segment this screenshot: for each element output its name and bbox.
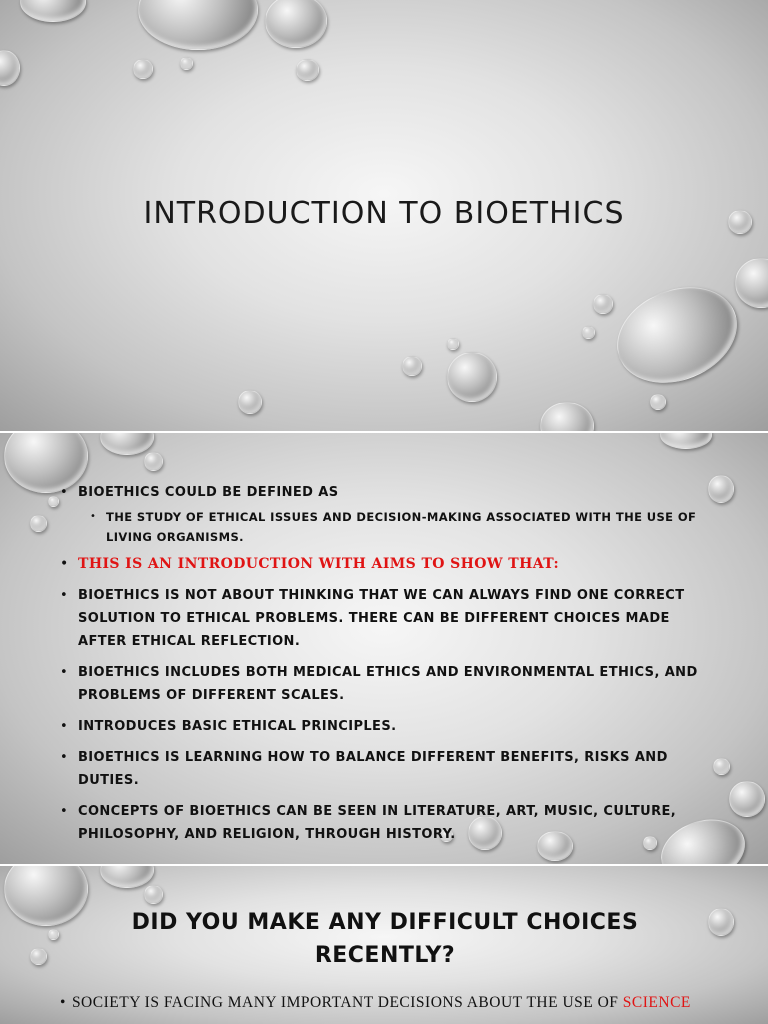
water-drop	[144, 452, 163, 471]
body-text: • SOCIETY IS FACING MANY IMPORTANT DECISIONS ABOUT THE USE OF SCIENCE	[60, 994, 691, 1011]
water-drop	[660, 433, 712, 449]
water-drop	[603, 270, 752, 400]
water-drop	[447, 352, 497, 402]
sub-bullet-item: • THE STUDY OF ETHICAL ISSUES AND DECISION-MAKING ASSOCIATED WITH THE USE OF LIVING ORGANISMS.	[60, 507, 715, 547]
water-drop	[30, 515, 47, 532]
bullet-item: • BIOETHICS INCLUDES BOTH MEDICAL ETHICS AND ENVIRONMENTAL ETHICS, AND PROBLEMS OF DIFFERENT SCALES.	[60, 661, 715, 707]
water-drop	[180, 57, 193, 70]
content-slide	[0, 433, 768, 864]
water-drop	[713, 758, 730, 775]
bullet-item: • BIOETHICS IS NOT ABOUT THINKING THAT WE CAN ALWAYS FIND ONE CORRECT SOLUTION TO ETHICAL PROBLEMS. THERE CAN BE DIFFERENT CHOICES MADE AFTER ETHICAL REFLECTION.	[60, 584, 715, 653]
water-drop	[48, 496, 59, 507]
water-drop	[238, 390, 262, 414]
bullet-item: • BIOETHICS IS LEARNING HOW TO BALANCE DIFFERENT BENEFITS, RISKS AND DUTIES.	[60, 746, 715, 792]
highlight-bullet-item: • THIS IS AN INTRODUCTION WITH AIMS TO SHOW THAT:	[60, 553, 715, 576]
water-drop	[0, 50, 20, 86]
bullet-item: • INTRODUCES BASIC ETHICAL PRINCIPLES.	[60, 715, 715, 738]
water-drop	[48, 929, 59, 940]
water-drop	[735, 258, 768, 308]
water-drop	[100, 866, 154, 888]
water-drop	[30, 948, 47, 965]
water-drop	[296, 59, 319, 81]
bullet-item: • BIOETHICS COULD BE DEFINED AS	[60, 481, 715, 504]
water-drop	[20, 0, 86, 22]
water-drop	[650, 394, 666, 410]
bullet-item: • CONCEPTS OF BIOETHICS CAN BE SEEN IN LITERATURE, ART, MUSIC, CULTURE, PHILOSOPHY, AND RELIGION, THROUGH HISTORY.	[60, 800, 715, 846]
water-drop	[138, 0, 258, 50]
water-drop	[402, 356, 422, 376]
title-slide	[0, 0, 768, 431]
water-drop	[540, 402, 594, 431]
question-slide	[0, 866, 768, 1024]
water-drop	[133, 59, 153, 79]
slide-title: INTRODUCTION TO BIOETHICS	[143, 196, 625, 231]
water-drop	[582, 326, 595, 339]
water-drop	[447, 338, 459, 350]
body-text-highlight: SCIENCE	[622, 994, 691, 1011]
water-drop	[4, 866, 88, 926]
slide-title: DID YOU MAKE ANY DIFFICULT CHOICES RECENTLY?	[131, 910, 639, 968]
water-drop	[144, 885, 163, 904]
bullet-list	[60, 481, 715, 846]
water-drop	[593, 294, 613, 314]
body-text-main: SOCIETY IS FACING MANY IMPORTANT DECISIONS ABOUT THE USE OF	[71, 994, 619, 1011]
water-drop	[265, 0, 327, 48]
water-drop	[729, 781, 765, 817]
water-drop	[100, 433, 154, 455]
water-drop	[708, 908, 734, 936]
